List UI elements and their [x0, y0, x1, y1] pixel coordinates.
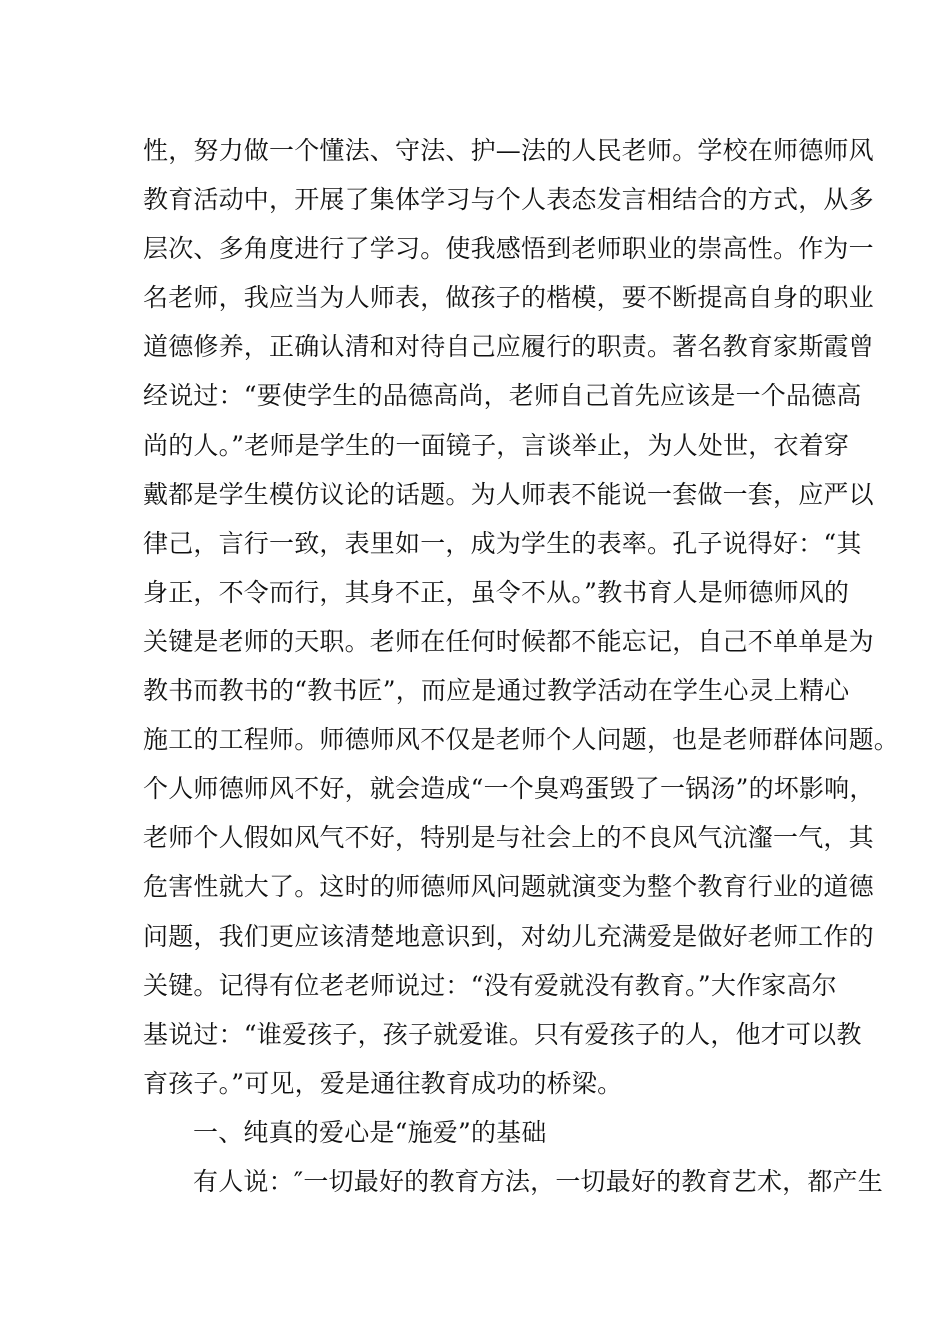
text-line: 身正，不令而行，其身不正，虽令不从。”教书育人是师德师风的: [143, 577, 850, 607]
text-line: 道德修养，正确认清和对待自己应履行的职责。著名教育家斯霞曾: [143, 332, 874, 362]
text-line: 尚的人。”老师是学生的一面镜子，言谈举止，为人处世，衣着穿: [143, 430, 850, 460]
text-line: 性，努力做一个懂法、守法、护—法的人民老师。学校在师德师风: [143, 136, 874, 165]
text-line: 律己，言行一致，表里如一，成为学生的表率。孔子说得好：“其: [143, 528, 862, 558]
text-line: 戴都是学生模仿议论的话题。为人师表不能说一套做一套，应严以: [143, 479, 874, 509]
text-line: 教书而教书的“教书匠”，而应是通过教学活动在学生心灵上精心: [143, 676, 850, 706]
text-line: 危害性就大了。这时的师德师风问题就演变为整个教育行业的道德: [143, 872, 874, 902]
text-line: 关键。记得有位老老师说过：“没有爱就没有教育。”大作家高尔: [143, 970, 837, 1000]
section-heading: 一、纯真的爱心是“施爱”的基础: [193, 1117, 547, 1147]
paragraph-start-line: 有人说：″一切最好的教育方法，一切最好的教育艺术，都产生: [193, 1166, 883, 1196]
text-line: 个人师德师风不好，就会造成“一个臭鸡蛋毁了一锅汤”的坏影响，: [143, 774, 875, 804]
text-line: 关键是老师的天职。老师在任何时候都不能忘记，自己不单单是为: [143, 626, 874, 656]
text-line: 教育活动中，开展了集体学习与个人表态发言相结合的方式，从多: [143, 185, 874, 215]
text-line: 施工的工程师。师德师风不仅是老师个人问题，也是老师群体问题。: [143, 725, 900, 755]
text-line: 问题，我们更应该清楚地意识到，对幼儿充满爱是做好老师工作的: [143, 921, 874, 951]
text-line: 育孩子。”可见，爱是通往教育成功的桥梁。: [143, 1068, 623, 1098]
text-line: 名老师，我应当为人师表，做孩子的楷模，要不断提高自身的职业: [143, 283, 874, 313]
text-line: 老师个人假如风气不好，特别是与社会上的不良风气沆瀣一气，其: [143, 823, 874, 853]
text-line: 基说过：“谁爱孩子，孩子就爱谁。只有爱孩子的人，他才可以教: [143, 1019, 862, 1049]
text-line: 层次、多角度进行了学习。使我感悟到老师职业的崇高性。作为一: [143, 234, 874, 264]
body-text: [143, 126, 900, 1206]
text-line: 经说过：“要使学生的品德高尚，老师自己首先应该是一个品德高: [143, 381, 862, 411]
